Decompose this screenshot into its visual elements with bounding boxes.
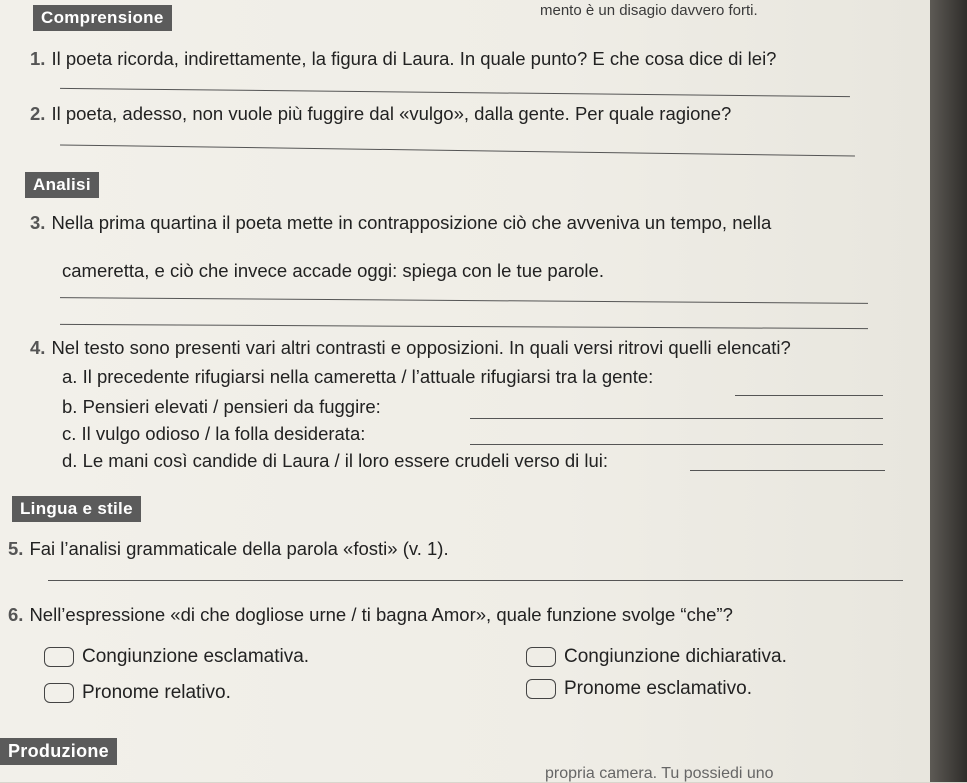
checkbox[interactable] <box>526 679 556 699</box>
option-label: Congiunzione dichiarativa. <box>564 646 787 667</box>
option-congiunzione-dichiarativa[interactable] <box>526 646 787 668</box>
question-text: Nella prima quartina il poeta mette in contrapposizione ciò che avveniva un tempo, nella <box>51 212 772 233</box>
question-3-line-2: cameretta, e ciò che invece accade oggi: spiega con le tue parole. <box>62 260 604 281</box>
section-lingua-e-stile: Lingua e stile <box>12 496 141 522</box>
question-number: 1. <box>30 48 46 69</box>
section-produzione: Produzione <box>0 738 117 765</box>
question-number: 3. <box>30 212 46 233</box>
question-text: Il poeta, adesso, non vuole più fuggire dal «vulgo», dalla gente. Per quale ragione? <box>51 103 732 124</box>
question-text: Fai l’analisi grammaticale della parola «fosti» (v. 1). <box>29 538 449 559</box>
question-6 <box>8 604 733 626</box>
question-number: 6. <box>8 604 24 625</box>
option-label: Pronome esclamativo. <box>564 678 752 699</box>
option-label: Congiunzione esclamativa. <box>82 646 310 667</box>
question-number: 4. <box>30 337 46 358</box>
question-text: Nel testo sono presenti vari altri contrasti e opposizioni. In quali versi ritrovi quelli elencati? <box>51 337 791 358</box>
item-a: a. Il precedente rifugiarsi nella cameretta / l’attuale rifugiarsi tra la gente: <box>62 366 654 387</box>
footer-text-fragment: propria camera. Tu possiedi uno <box>545 765 774 782</box>
checkbox[interactable] <box>44 683 74 703</box>
item-c: c. Il vulgo odioso / la folla desiderata: <box>62 423 366 444</box>
section-comprensione: Comprensione <box>33 5 172 31</box>
answer-line[interactable] <box>48 580 903 581</box>
header-text-fragment: mento è un disagio davvero forti. <box>540 2 758 19</box>
option-pronome-relativo[interactable] <box>44 682 231 704</box>
question-text: Nell’espressione «di che dogliose urne / ti bagna Amor», quale funzione svolge “che”? <box>29 604 733 625</box>
answer-line[interactable] <box>470 444 883 445</box>
option-congiunzione-esclamativa[interactable] <box>44 646 309 668</box>
page-edge-shadow <box>930 0 967 782</box>
answer-line[interactable] <box>470 418 883 419</box>
section-analisi: Analisi <box>25 172 99 198</box>
item-b: b. Pensieri elevati / pensieri da fuggire: <box>62 396 381 417</box>
question-1 <box>30 48 776 70</box>
option-pronome-esclamativo[interactable] <box>526 678 752 700</box>
question-text: Il poeta ricorda, indirettamente, la figura di Laura. In quale punto? E che cosa dice di lei? <box>51 48 777 69</box>
question-number: 2. <box>30 103 46 124</box>
answer-line[interactable] <box>735 395 883 396</box>
question-number: 5. <box>8 538 24 559</box>
question-3-line-1 <box>30 212 771 234</box>
checkbox[interactable] <box>44 647 74 667</box>
answer-line[interactable] <box>690 470 885 471</box>
checkbox[interactable] <box>526 647 556 667</box>
option-label: Pronome relativo. <box>82 682 231 703</box>
question-5 <box>8 538 449 560</box>
question-4 <box>30 337 791 359</box>
item-d: d. Le mani così candide di Laura / il loro essere crudeli verso di lui: <box>62 450 609 471</box>
question-2 <box>30 103 731 125</box>
